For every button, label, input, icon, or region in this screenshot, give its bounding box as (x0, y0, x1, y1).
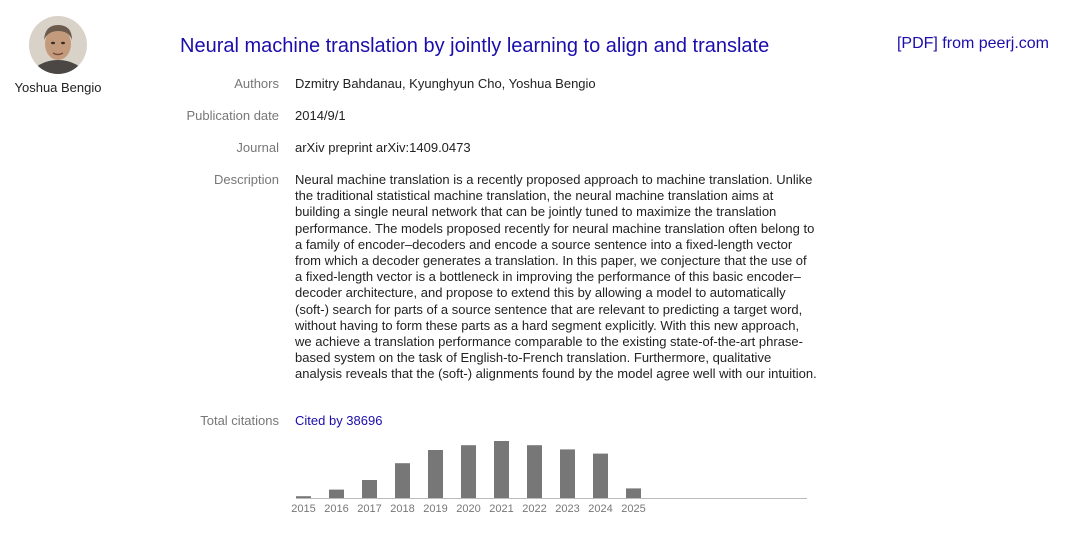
citation-bar-2016[interactable] (329, 490, 344, 498)
year-tick-label-2015: 2015 (291, 503, 316, 515)
citations-bar-chart (290, 434, 812, 522)
citation-bar-2023[interactable] (560, 449, 575, 498)
citation-bar-2020[interactable] (461, 445, 476, 498)
year-tick-label-2017: 2017 (357, 503, 382, 515)
citations-chart (290, 434, 812, 522)
year-tick-label-2016: 2016 (324, 503, 349, 515)
citation-bar-2021[interactable] (494, 441, 509, 498)
citation-bar-2019[interactable] (428, 450, 443, 498)
description-label: Description (213, 172, 279, 187)
journal-label: Journal (236, 140, 279, 155)
cited-by-link[interactable]: Cited by 38696 (295, 413, 383, 428)
authors-value: Dzmitry Bahdanau, Kyunghyun Cho, Yoshua Bengio (295, 76, 596, 91)
pdf-link[interactable]: [PDF] from peerj.com (896, 35, 1049, 52)
publication-date-label: Publication date (186, 108, 279, 123)
year-tick-label-2025: 2025 (621, 503, 646, 515)
author-name[interactable]: Yoshua Bengio (14, 80, 102, 95)
citation-bar-2015[interactable] (296, 496, 311, 498)
year-tick-label-2019: 2019 (423, 503, 448, 515)
description-value: Neural machine translation is a recently proposed approach to machine translation. Unlike the traditional statistical machine translation, the neural machine translation aims at building a single neural network that can be jointly tuned to maximize the translation performance. The models proposed recently for neural machine translation often belong to a family of encoder–decoders and encode a source sentence into a fixed-length vector from which a decoder generates a translation. In this paper, we conjecture that the use of a fixed-length vector is a bottleneck in improving the performance of this basic encoder–decoder architecture, and propose to extend this by allowing a model to automatically (soft-) search for parts of a source sentence that are relevant to predicting a target word, without having to form these parts as a hard segment explicitly. With this new approach, we achieve a translation performance comparable to the existing state-of-the-art phrase-based system on the task of English-to-French translation. Furthermore, qualitative analysis reveals that the (soft-) alignments found by the model agree well with our intuition. (295, 172, 817, 382)
citation-bar-2025[interactable] (626, 488, 641, 498)
year-tick-label-2022: 2022 (522, 503, 547, 515)
year-tick-label-2021: 2021 (489, 503, 514, 515)
citation-bar-2024[interactable] (593, 454, 608, 498)
year-tick-label-2020: 2020 (456, 503, 481, 515)
publication-date-value: 2014/9/1 (295, 108, 346, 123)
citation-bar-2017[interactable] (362, 480, 377, 498)
year-tick-label-2023: 2023 (555, 503, 580, 515)
journal-value: arXiv preprint arXiv:1409.0473 (295, 140, 471, 155)
total-citations-value (295, 413, 382, 428)
citation-bar-2022[interactable] (527, 445, 542, 498)
article-title-link[interactable]: Neural machine translation by jointly learning to align and translate (180, 35, 770, 57)
total-citations-label: Total citations (200, 413, 279, 428)
person-avatar-icon[interactable] (29, 16, 87, 74)
citation-bar-2018[interactable] (395, 463, 410, 498)
year-tick-label-2018: 2018 (390, 503, 415, 515)
authors-label: Authors (234, 76, 279, 91)
year-tick-label-2024: 2024 (588, 503, 613, 515)
